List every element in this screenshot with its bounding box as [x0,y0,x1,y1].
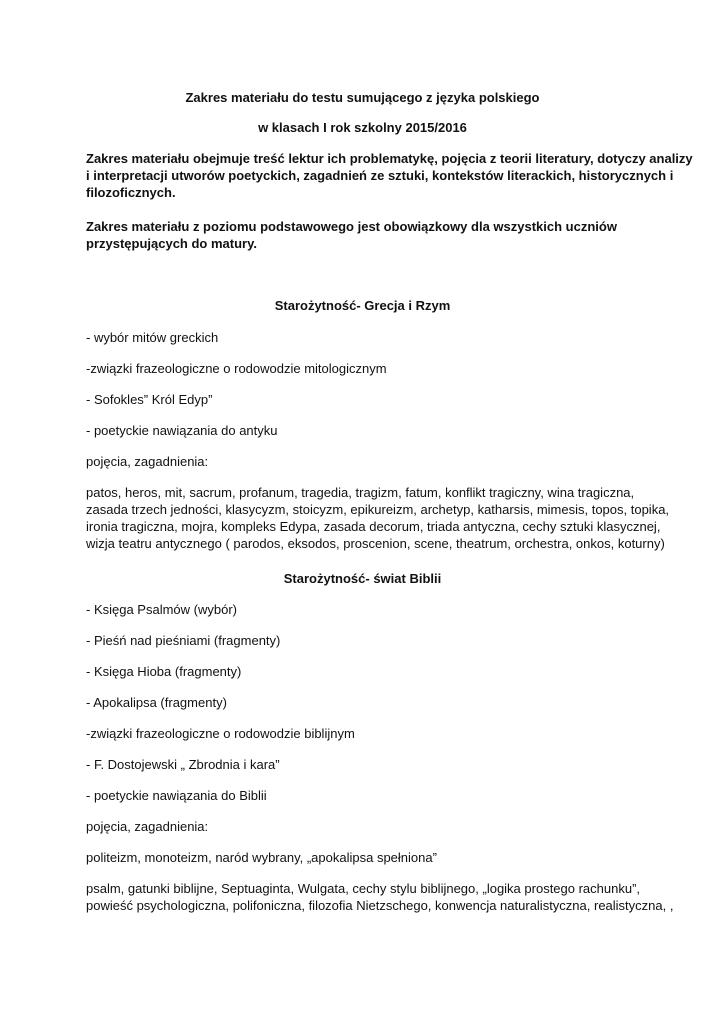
mandatory-line: Zakres materiału z poziomu podstawowego jest obowiązkowy dla wszystkich uczniów [86,219,617,234]
concepts-label: pojęcia, zagadnienia: [86,454,209,469]
concepts-line: patos, heros, mit, sacrum, profanum, tragedia, tragizm, fatum, konflikt tragiczny, wina tragiczna, [86,485,635,500]
intro-line: filozoficznych. [86,185,176,200]
concepts-line: wizja teatru antycznego ( parodos, eksodos, proscenion, scene, theatrum, orchestra, onkos, koturny) [86,536,665,551]
section-heading-bible: Starożytność- świat Biblii [283,571,442,586]
document-subtitle: w klasach I rok szkolny 2015/2016 [258,120,467,135]
concepts-line: politeizm, monoteizm, naród wybrany, „apokalipsa spełniona” [86,850,437,865]
mandatory-line: przystępujących do matury. [86,236,257,251]
list-item: - Księga Hioba (fragmenty) [86,664,242,679]
document-title: Zakres materiału do testu sumującego z języka polskiego [185,90,540,105]
list-item: -związki frazeologiczne o rodowodzie biblijnym [86,726,355,741]
list-item: - Sofokles” Król Edyp” [86,392,213,407]
list-item: -związki frazeologiczne o rodowodzie mitologicznym [86,361,387,376]
list-item: - F. Dostojewski „ Zbrodnia i kara” [86,757,280,772]
list-item: - Pieśń nad pieśniami (fragmenty) [86,633,281,648]
list-item: - Księga Psalmów (wybór) [86,602,237,617]
concepts-line: ironia tragiczna, mojra, kompleks Edypa, zasada decorum, triada antyczna, cechy sztuki klasycznej, [86,519,661,534]
concepts-line: psalm, gatunki biblijne, Septuaginta, Wulgata, cechy stylu biblijnego, „logika prostego rachunku”, [86,881,641,896]
intro-line: i interpretacji utworów poetyckich, zagadnień ze sztuki, kontekstów literackich, historycznych i [86,168,674,183]
list-item: - poetyckie nawiązania do Biblii [86,788,267,803]
concepts-label: pojęcia, zagadnienia: [86,819,209,834]
list-item: - Apokalipsa (fragmenty) [86,695,227,710]
section-heading-greece-rome: Starożytność- Grecja i Rzym [274,298,451,313]
list-item: - wybór mitów greckich [86,330,219,345]
intro-line: Zakres materiału obejmuje treść lektur ich problematykę, pojęcia z teorii literatury, dotyczy analizy [86,151,693,166]
list-item: - poetyckie nawiązania do antyku [86,423,278,438]
concepts-line: zasada trzech jedności, klasycyzm, stoicyzm, epikureizm, archetyp, katharsis, mimesis, topos, topika, [86,502,670,517]
concepts-line: powieść psychologiczna, polifoniczna, filozofia Nietzschego, konwencja naturalistyczna, realistyczna, , [86,898,674,913]
